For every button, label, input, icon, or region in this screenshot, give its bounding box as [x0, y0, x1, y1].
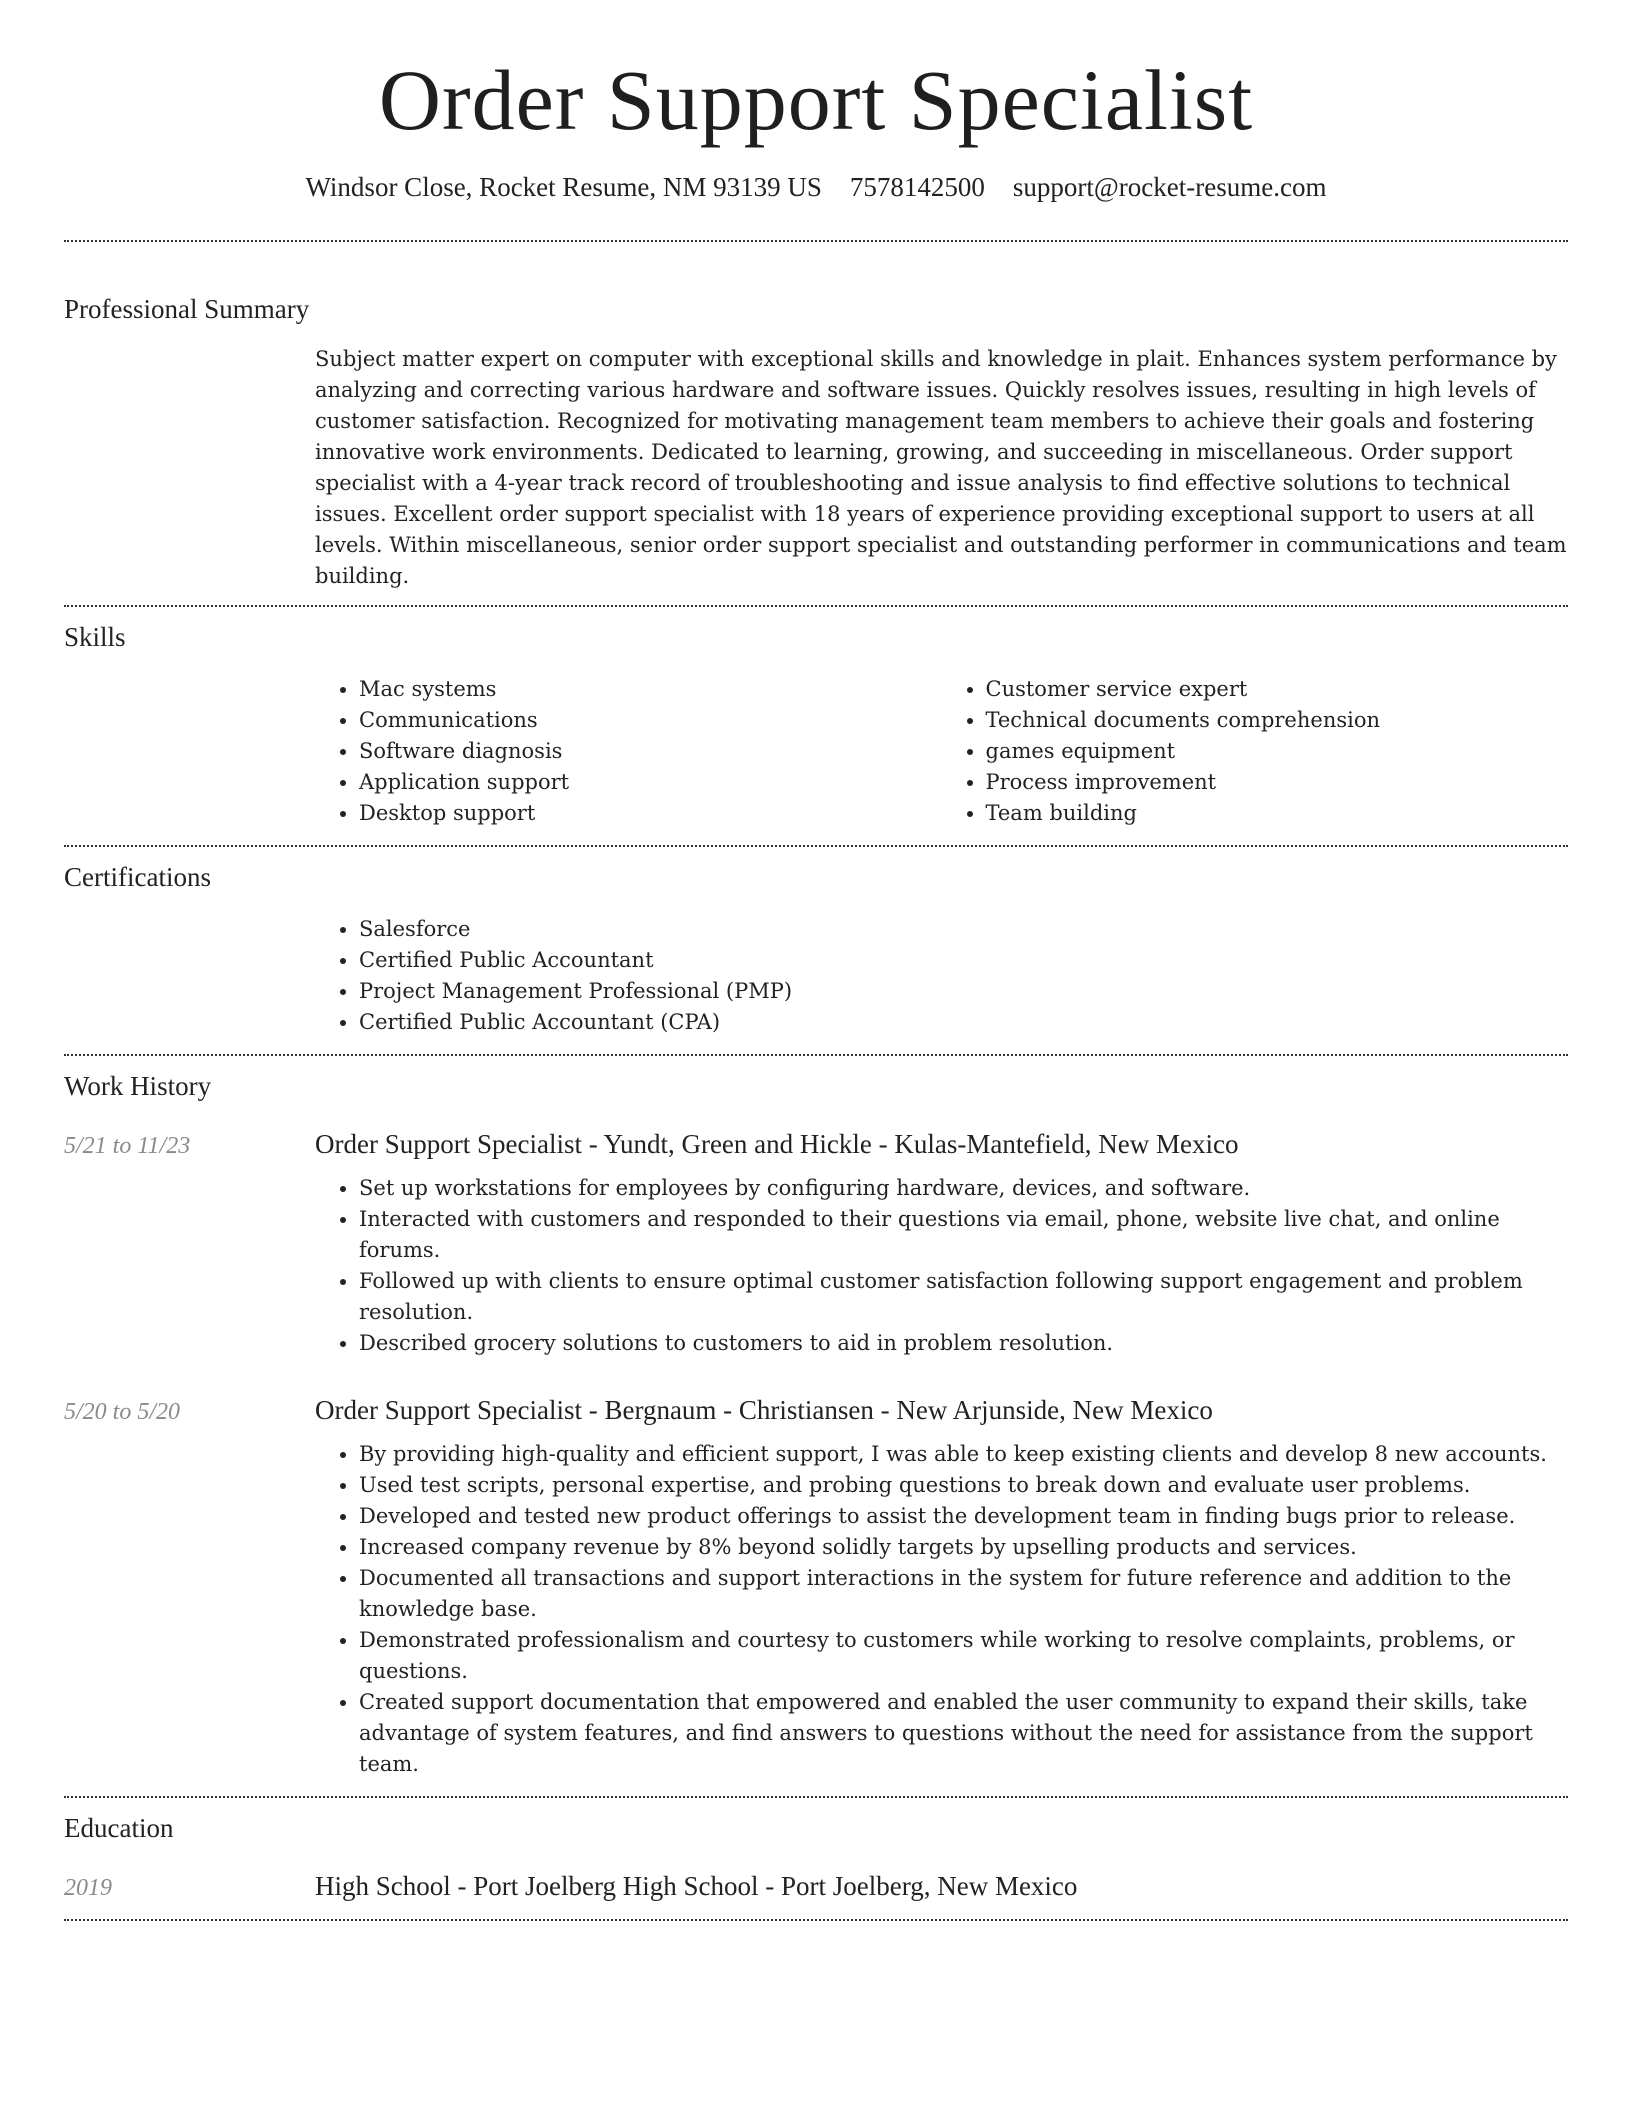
job-bullet: • Set up workstations for employees by configuring hardware, devices, and software.: [359, 1173, 1568, 1204]
job-bullet: • By providing high-quality and efficient support, I was able to keep existing clients and develop 8 new accounts.: [359, 1439, 1568, 1470]
divider: [64, 1919, 1568, 1921]
job-header: [64, 1393, 1568, 1427]
job-bullet-list: [315, 1173, 1568, 1359]
job-bullet: • Documented all transactions and support interactions in the system for future reference and addition to the knowledge base.: [359, 1563, 1568, 1625]
summary-section: [64, 242, 1568, 605]
education-title: Education: [64, 1813, 174, 1843]
education-section: [64, 1798, 1568, 1919]
job-bullet: • Demonstrated professionalism and courtesy to customers while working to resolve complaints, problems, or questions.: [359, 1625, 1568, 1687]
contact-line: [64, 170, 1568, 204]
job-entry: [64, 1393, 1568, 1796]
resume-header: [64, 0, 1568, 204]
job-bullet: • Followed up with clients to ensure optimal customer satisfaction following support engagement and problem resolution.: [359, 1266, 1568, 1328]
job-bullet-list: [315, 1439, 1568, 1780]
summary-title: Professional Summary: [64, 294, 310, 324]
resume-name: Order Support Specialist: [378, 52, 1254, 148]
contact-address: Windsor Close, Rocket Resume, NM 93139 US: [305, 172, 822, 202]
certification-item: • Certified Public Accountant: [359, 945, 1568, 976]
job-date: 5/20 to 5/20: [64, 1399, 181, 1425]
certification-item: • Certified Public Accountant (CPA): [359, 1007, 1568, 1038]
job-bullet: • Used test scripts, personal expertise, and probing questions to break down and evaluate user problems.: [359, 1470, 1568, 1501]
certifications-title: Certifications: [64, 862, 211, 892]
certification-item: • Project Management Professional (PMP): [359, 976, 1568, 1007]
skill-item: • Customer service expert: [986, 674, 1569, 705]
certifications-body: [315, 914, 1568, 1054]
skill-item: • Desktop support: [359, 798, 942, 829]
education-heading: High School - Port Joelberg High School - Port Joelberg, New Mexico: [315, 1871, 1078, 1901]
certifications-section: [64, 847, 1568, 1054]
education-date: 2019: [64, 1875, 112, 1901]
job-bullet: • Developed and tested new product offerings to assist the development team in finding bugs prior to release.: [359, 1501, 1568, 1532]
work-title: Work History: [64, 1071, 212, 1101]
job-entry: [64, 1127, 1568, 1359]
job-bullet: • Described grocery solutions to customers to aid in problem resolution.: [359, 1328, 1568, 1359]
job-heading: Order Support Specialist - Bergnaum - Christiansen - New Arjunside, New Mexico: [315, 1395, 1213, 1425]
skill-item: • Team building: [986, 798, 1569, 829]
summary-text: Subject matter expert on computer with exceptional skills and knowledge in plait. Enhances system performance by analyzing and correcting various hardware and software issues. Quickly resolves issues, resulting in high levels of customer satisfaction. Recognized for motivating management team members to achieve their goals and fostering innovative work environments. Dedicated to learning, growing, and succeeding in miscellaneous. Order support specialist with a 4-year track record of troubleshooting and issue analysis to find effective solutions to technical issues. Excellent order support specialist with 18 years of experience providing exceptional support to users at all levels. Within miscellaneous, senior order support specialist and outstanding performer in communications and team building.: [315, 347, 1567, 588]
work-section: [64, 1056, 1568, 1796]
skill-item: • Software diagnosis: [359, 736, 942, 767]
skills-list-left: [315, 674, 942, 829]
contact-phone: 7578142500: [849, 172, 985, 202]
skill-item: • Technical documents comprehension: [986, 705, 1569, 736]
skill-item: • Process improvement: [986, 767, 1569, 798]
resume-page: [64, 0, 1568, 1921]
job-bullets: [315, 1439, 1568, 1796]
skill-item: • games equipment: [986, 736, 1569, 767]
education-entry: [64, 1869, 1568, 1919]
job-bullet: • Interacted with customers and responded to their questions via email, phone, website live chat, and online forums.: [359, 1204, 1568, 1266]
skills-title: Skills: [64, 622, 126, 652]
skills-columns: [315, 674, 1568, 845]
job-bullet: • Increased company revenue by 8% beyond solidly targets by upselling products and services.: [359, 1532, 1568, 1563]
contact-email: support@rocket-resume.com: [1012, 172, 1327, 202]
job-date: 5/21 to 11/23: [64, 1133, 191, 1159]
summary-body: [315, 344, 1568, 605]
skills-list-right: [942, 674, 1569, 829]
job-heading: Order Support Specialist - Yundt, Green and Hickle - Kulas-Mantefield, New Mexico: [315, 1129, 1239, 1159]
certifications-list: [315, 914, 1568, 1038]
skill-item: • Application support: [359, 767, 942, 798]
skill-item: • Mac systems: [359, 674, 942, 705]
skills-section: [64, 607, 1568, 845]
skill-item: • Communications: [359, 705, 942, 736]
certification-item: • Salesforce: [359, 914, 1568, 945]
job-header: [64, 1127, 1568, 1161]
job-bullets: [315, 1173, 1568, 1359]
job-bullet: • Created support documentation that empowered and enabled the user community to expand their skills, take advantage of system features, and find answers to questions without the need for assistance from the support team.: [359, 1687, 1568, 1780]
